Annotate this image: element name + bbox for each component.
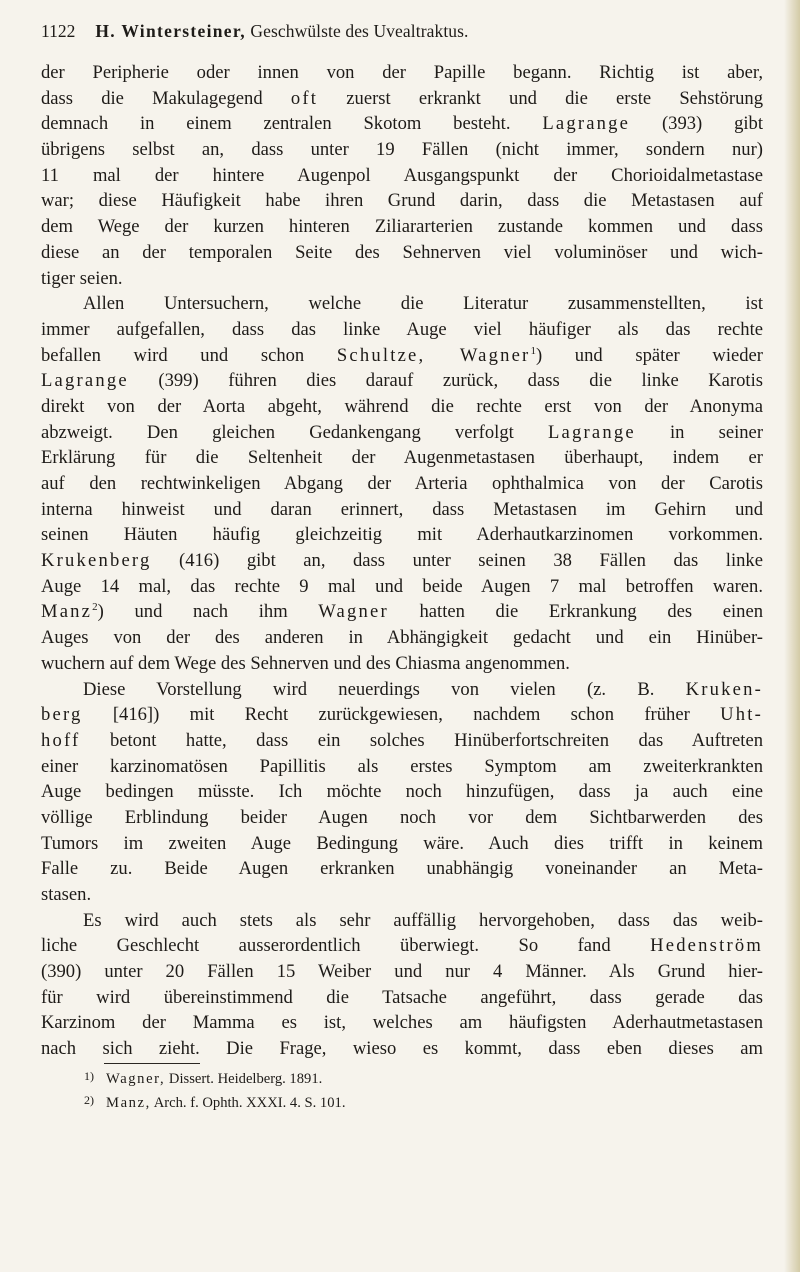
footnote-author: Wagner, (106, 1071, 166, 1087)
text-line (41, 420, 763, 446)
spaced-name: berg (41, 704, 83, 726)
text-segment: in seiner (635, 421, 764, 443)
footnote-text: Dissert. Heidelberg. 1891. (165, 1071, 323, 1087)
text-line (41, 522, 763, 548)
text-segment: Auge 14 mal, das rechte 9 mal und beide Augen 7 mal betroffen waren. (41, 575, 763, 597)
text-line (41, 933, 763, 959)
spaced-name: Wagner (318, 601, 389, 623)
text-segment: hatten die Erkrankung des einen (388, 601, 763, 623)
text-line (41, 831, 763, 857)
footnote (84, 1066, 764, 1090)
text-line (41, 1010, 763, 1036)
header-author: H. Wintersteiner, (95, 21, 246, 41)
running-header (41, 18, 761, 44)
text-segment: einer karzinomatösen Papillitis als erstes Symptom am zweiterkrankten (41, 755, 763, 777)
text-segment: [416]) mit Recht zurückgewiesen, nachdem schon früher (82, 704, 721, 726)
text-segment: zuerst erkrankt und die erste Sehstörung (318, 87, 763, 109)
text-line (41, 728, 763, 754)
text-segment: wuchern auf dem Wege des Sehnerven und des Chiasma angenommen. (41, 652, 570, 674)
text-segment: und nach ihm (103, 601, 319, 623)
text-line (41, 625, 763, 651)
spaced-name: Lagrange (41, 370, 129, 392)
text-line (41, 959, 763, 985)
text-segment: für wird übereinstimmend die Tatsache angeführt, dass gerade das (41, 986, 763, 1008)
text-segment: diese an der temporalen Seite des Sehnerven viel voluminöser und wich- (41, 241, 763, 263)
text-segment: immer aufgefallen, dass das linke Auge viel häufiger als das rechte (41, 318, 763, 340)
text-line (41, 882, 763, 908)
text-segment: war; diese Häufigkeit habe ihren Grund darin, dass die Metastasen auf (41, 190, 763, 212)
spaced-name: Schultze, Wagner (336, 344, 531, 366)
text-line (41, 497, 763, 523)
text-line (41, 856, 763, 882)
spaced-name: hoff (41, 729, 81, 751)
text-line (41, 137, 763, 163)
text-segment: (416) gibt an, dass unter seinen 38 Fällen das linke (151, 550, 763, 572)
page-number: 1122 (41, 21, 76, 41)
text-line (41, 188, 763, 214)
text-line (41, 214, 763, 240)
spaced-name: Kruken- (685, 678, 763, 700)
text-segment: abzweigt. Den gleichen Gedankengang verfolgt (41, 421, 548, 443)
text-line (41, 471, 763, 497)
text-line (41, 368, 763, 394)
spaced-name: Hedenström (650, 935, 763, 957)
text-segment: interna hinweist und daran erinnert, dass Metastasen im Gehirn und (41, 498, 763, 520)
text-line (41, 805, 763, 831)
footnotes (84, 1066, 764, 1114)
text-line (41, 394, 763, 420)
spaced-name: Lagrange (547, 421, 636, 443)
text-segment: und später wieder (542, 344, 763, 366)
text-segment: völlige Erblindung beider Augen noch vor dem Sichtbarwerden des (41, 806, 763, 828)
footnote-rule (104, 1063, 200, 1064)
text-segment: (399) führen dies darauf zurück, dass die linke Karotis (128, 370, 763, 392)
text-line (41, 985, 763, 1011)
text-line (41, 702, 763, 728)
text-line (41, 779, 763, 805)
text-segment: betont hatte, dass ein solches Hinüberfortschreiten das Auftreten (80, 729, 763, 751)
spaced-name: Uht- (720, 704, 763, 726)
text-segment: befallen wird und schon (41, 344, 337, 366)
page-edge-shadow (784, 0, 800, 1272)
footnote-number: 1) (84, 1069, 94, 1083)
text-line (41, 111, 763, 137)
spaced-name: Lagrange (542, 113, 631, 135)
text-line: Manz$^2$) und nach ihm Wagner hatten die Erkrankung des einen (41, 601, 763, 623)
text-segment: Karzinom der Mamma es ist, welches am häufigsten Aderhautmetastasen (41, 1012, 763, 1034)
text-segment: übrigens selbst an, dass unter 19 Fällen (nicht immer, sondern nur) (41, 139, 763, 161)
footnote (84, 1090, 764, 1114)
header-title: Geschwülste des Uvealtraktus. (250, 21, 469, 41)
spaced-name: Manz (41, 601, 93, 623)
text-line (41, 266, 763, 292)
text-line: befallen wird und schon Schultze, Wagner$^1$) und später wieder (41, 344, 763, 366)
text-segment: Diese Vorstellung wird neuerdings von vielen (z. B. (83, 678, 686, 700)
footnote-marker: 1 (530, 344, 536, 357)
footnote-number: 2) (84, 1093, 94, 1107)
text-line (41, 1036, 763, 1062)
text-segment: 11 mal der hintere Augenpol Ausgangspunkt der Chorioidalmetastase (41, 164, 763, 186)
spaced-name: oft (290, 87, 319, 109)
text-line (41, 317, 763, 343)
text-segment: stasen. (41, 884, 92, 905)
text-segment: (390) unter 20 Fällen 15 Weiber und nur 4 Männer. Als Grund hier- (41, 961, 763, 983)
text-line (41, 163, 763, 189)
text-line (41, 240, 763, 266)
text-line (41, 86, 763, 112)
text-segment: der Peripherie oder innen von der Papille begann. Richtig ist aber, (41, 62, 763, 83)
text-segment: nach sich zieht. Die Frage, wieso es kommt, dass eben dieses am (41, 1038, 763, 1060)
footnote-author: Manz, (106, 1095, 151, 1111)
text-line (41, 908, 763, 934)
text-segment: tiger seien. (41, 267, 123, 289)
text-segment: seinen Häuten häufig gleichzeitig mit Aderhautkarzinomen vorkommen. (41, 524, 763, 546)
text-line (41, 574, 763, 600)
text-segment: Erklärung für die Seltenheit der Augenmetastasen überhaupt, indem er (41, 447, 763, 469)
text-segment: demnach in einem zentralen Skotom besteht. (41, 113, 543, 135)
text-segment: dass die Makulagegend (41, 87, 291, 109)
spaced-name: Krukenberg (41, 550, 152, 572)
text-segment: dem Wege der kurzen hinteren Ziliararterien zustande kommen und dass (41, 216, 763, 238)
text-line (41, 754, 763, 780)
text-segment: Auge bedingen müsste. Ich möchte noch hinzufügen, dass ja auch eine (41, 781, 763, 803)
text-segment: Tumors im zweiten Auge Bedingung wäre. Auch dies trifft in keinem (41, 832, 763, 854)
footnote-marker: 2 (92, 601, 98, 614)
text-line (41, 60, 763, 86)
text-segment: (393) gibt (630, 113, 764, 135)
text-line (41, 445, 763, 471)
text-segment: Falle zu. Beide Augen erkranken unabhängig voneinander an Meta- (41, 858, 763, 880)
text-line (41, 291, 763, 317)
text-line (41, 651, 763, 677)
text-line (41, 548, 763, 574)
text-segment: Allen Untersuchern, welche die Literatur zusammenstellten, ist (83, 293, 763, 315)
body-text (41, 60, 763, 1062)
text-segment: direkt von der Aorta abgeht, während die rechte erst von der Anonyma (41, 395, 763, 417)
text-segment: Es wird auch stets als sehr auffällig hervorgehoben, dass das weib- (83, 909, 763, 931)
text-line (41, 677, 763, 703)
text-segment: liche Geschlecht ausserordentlich überwiegt. So fand (41, 935, 651, 957)
text-segment: Auges von der des anderen in Abhängigkeit gedacht und ein Hinüber- (41, 627, 763, 649)
footnote-text: Arch. f. Ophth. XXXI. 4. S. 101. (150, 1095, 346, 1111)
text-segment: auf den rechtwinkeligen Abgang der Arteria ophthalmica von der Carotis (41, 473, 763, 494)
